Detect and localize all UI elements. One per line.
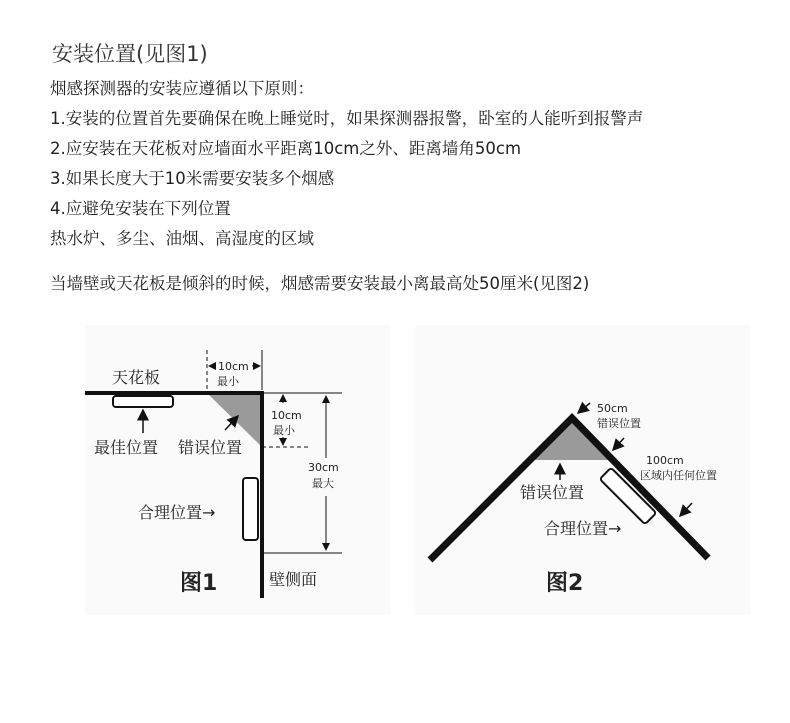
figure-2-caption: 图2 <box>546 571 584 596</box>
rule-item: 2.应安装在天花板对应墙面水平距离10cm之外、距离墙角50cm <box>50 139 522 158</box>
slope-note: 当墙壁或天花板是倾斜的时候，烟感需要安装最小离最高处50厘米(见图2) <box>50 274 590 293</box>
zone-value: 100cm <box>646 454 684 467</box>
roof-reasonable-label: 合理位置→ <box>544 519 622 538</box>
rule-item: 3.如果长度大于10米需要安装多个烟感 <box>50 169 335 188</box>
best-position-label: 最佳位置 <box>94 438 159 457</box>
dim-tall-max: 最大 <box>312 477 334 490</box>
rule-item: 1.安装的位置首先要确保在晚上睡觉时，如果探测器报警，卧室的人能听到报警声 <box>50 109 644 128</box>
rule-item: 热水炉、多尘、油烟、高湿度的区域 <box>50 229 314 248</box>
zone-label: 区域内任何位置 <box>640 469 717 482</box>
ceiling-detector <box>113 396 173 407</box>
wall-detector <box>243 478 258 540</box>
figure-1-caption: 图1 <box>180 571 218 596</box>
dim-right-min: 最小 <box>273 424 295 437</box>
dim-right-value: 10cm <box>271 409 302 422</box>
dim-top-min: 最小 <box>217 375 239 388</box>
ceiling-label: 天花板 <box>112 368 161 387</box>
reasonable-position-label: 合理位置→ <box>138 503 216 522</box>
wall-side-label: 壁侧面 <box>269 570 318 589</box>
wrong-position-label: 错误位置 <box>178 438 243 457</box>
dim-tall-value: 30cm <box>308 461 339 474</box>
page-title: 安装位置(见图1) <box>52 42 208 66</box>
peak-wrong-label: 错误位置 <box>597 417 641 430</box>
rules-intro: 烟感探测器的安装应遵循以下原则： <box>50 79 314 98</box>
peak-value: 50cm <box>597 402 628 415</box>
dim-top-value: 10cm <box>218 360 249 373</box>
rule-item: 4.应避免安装在下列位置 <box>50 199 231 218</box>
roof-wrong-label: 错误位置 <box>520 483 585 502</box>
